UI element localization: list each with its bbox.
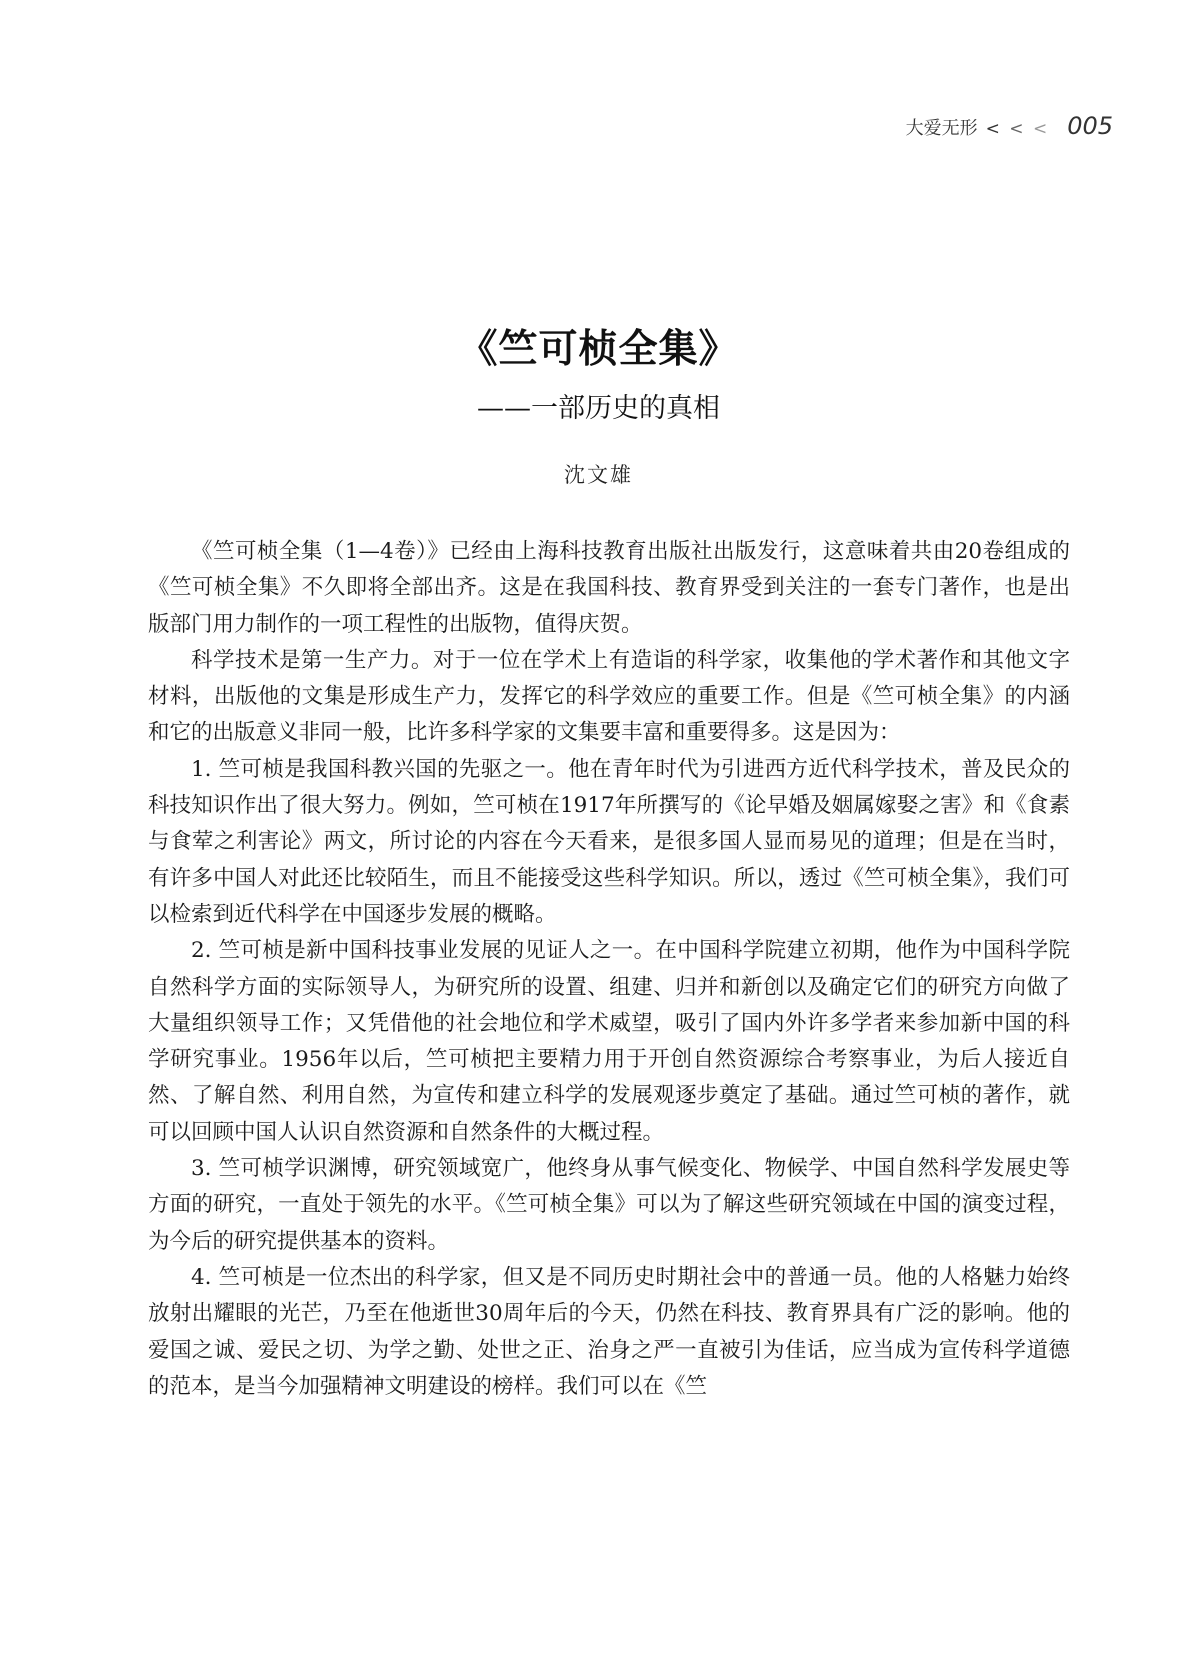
paragraph: 科学技术是第一生产力。对于一位在学术上有造诣的科学家，收集他的学术著作和其他文字材料，出版他的文集是形成生产力，发挥它的科学效应的重要工作。但是《竺可桢全集》的内涵和它的出版意义非同一般，比许多科学家的文集要丰富和重要得多。这是因为： — [148, 647, 1070, 746]
chevron-left-icon: < — [1032, 119, 1050, 139]
chevron-decoration — [986, 119, 1050, 139]
paragraph: 1. 竺可桢是我国科教兴国的先驱之一。他在青年时代为引进西方近代科学技术，普及民众的科技知识作出了很大努力。例如，竺可桢在1917年所撰写的《论早婚及姻属嫁娶之害》和《食素与食荤之利害论》两文，所讨论的内容在今天看来，是很多国人显而易见的道理；但是在当时，有许多中国人对此还比较陌生，而且不能接受这些科学知识。所以，透过《竺可桢全集》，我们可以检索到近代科学在中国逐步发展的概略。 — [148, 756, 1070, 927]
article-subtitle: ——一部历史的真相 — [477, 393, 720, 424]
paragraph: 2. 竺可桢是新中国科技事业发展的见证人之一。在中国科学院建立初期，他作为中国科学院自然科学方面的实际领导人，为研究所的设置、组建、归并和新创以及确定它们的研究方向做了大量组织领导工作；又凭借他的社会地位和学术威望，吸引了国内外许多学者来参加新中国的科学研究事业。1956年以后，竺可桢把主要精力用于开创自然资源综合考察事业，为后人接近自然、了解自然、利用自然，为宣传和建立科学的发展观逐步奠定了基础。通过竺可桢的著作，就可以回顾中国人认识自然资源和自然条件的大概过程。 — [148, 938, 1070, 1145]
running-header — [906, 112, 1113, 140]
page-number: 005 — [1067, 112, 1113, 140]
article-title: 《竺可桢全集》 — [458, 327, 739, 372]
chevron-left-icon: < — [985, 119, 1002, 139]
paragraph: 4. 竺可桢是一位杰出的科学家，但又是不同历史时期社会中的普通一员。他的人格魅力始终放射出耀眼的光芒，乃至在他逝世30周年后的今天，仍然在科技、教育界具有广泛的影响。他的爱国之诚、爱民之切、为学之勤、处世之正、治身之严一直被引为佳话，应当成为宣传科学道德的范本，是当今加强精神文明建设的榜样。我们可以在《竺 — [148, 1264, 1070, 1399]
article-body — [148, 534, 1070, 1405]
paragraph: 3. 竺可桢学识渊博，研究领域宽广，他终身从事气候变化、物候学、中国自然科学发展史等方面的研究，一直处于领先的水平。《竺可桢全集》可以为了解这些研究领域在中国的演变过程，为今后的研究提供基本的资料。 — [148, 1156, 1070, 1254]
chevron-left-icon: < — [1009, 119, 1026, 139]
running-title: 大爱无形 — [905, 118, 978, 139]
article-author: 沈文雄 — [564, 463, 633, 487]
article-heading — [0, 318, 1197, 489]
paragraph: 《竺可桢全集（1—4卷）》已经由上海科技教育出版社出版发行，这意味着共由20卷组成的《竺可桢全集》不久即将全部出齐。这是在我国科技、教育界受到关注的一套专门著作，也是出版部门用力制作的一项工程性的出版物，值得庆贺。 — [148, 539, 1070, 637]
